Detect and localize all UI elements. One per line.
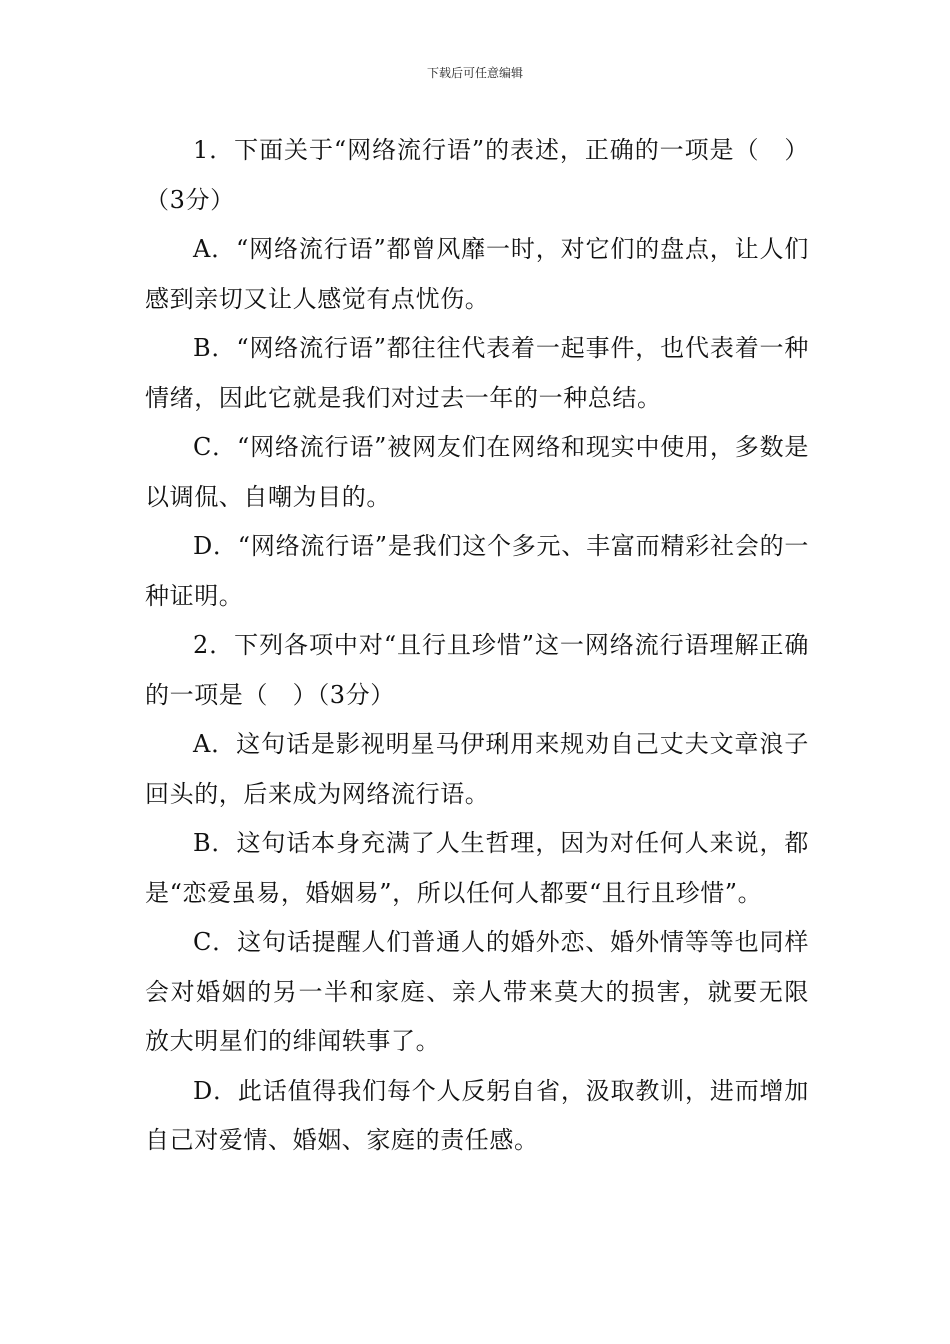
page-header-note: 下载后可任意编辑 [426, 66, 523, 80]
question-2-stem: 2．下列各项中对“且行且珍惜”这一网络流行语理解正确的一项是（ ）（3分） [145, 631, 809, 709]
question-1-option-a: A．“网络流行语”都曾风靡一时，对它们的盘点，让人们感到亲切又让人感觉有点忧伤。 [145, 235, 809, 313]
document-body [145, 126, 809, 1166]
question-1-option-c: C．“网络流行语”被网友们在网络和现实中使用，多数是以调侃、自嘲为目的。 [145, 433, 809, 511]
question-1-stem: 1．下面关于“网络流行语”的表述，正确的一项是（ ）（3分） [145, 136, 809, 214]
question-1-option-b: B．“网络流行语”都往往代表着一起事件，也代表着一种情绪，因此它就是我们对过去一年的一种总结。 [145, 334, 809, 412]
question-2-option-c: C．这句话提醒人们普通人的婚外恋、婚外情等等也同样会对婚姻的另一半和家庭、亲人带来莫大的损害，就要无限放大明星们的绯闻轶事了。 [145, 928, 809, 1055]
question-2-option-b: B．这句话本身充满了人生哲理，因为对任何人来说，都是“恋爱虽易，婚姻易”，所以任何人都要“且行且珍惜”。 [145, 829, 809, 907]
question-2-option-a: A．这句话是影视明星马伊琍用来规劝自己丈夫文章浪子回头的，后来成为网络流行语。 [145, 730, 809, 808]
question-2-option-d: D．此话值得我们每个人反躬自省，汲取教训，进而增加自己对爱情、婚姻、家庭的责任感。 [145, 1076, 809, 1154]
question-1-option-d: D．“网络流行语”是我们这个多元、丰富而精彩社会的一种证明。 [145, 532, 809, 610]
